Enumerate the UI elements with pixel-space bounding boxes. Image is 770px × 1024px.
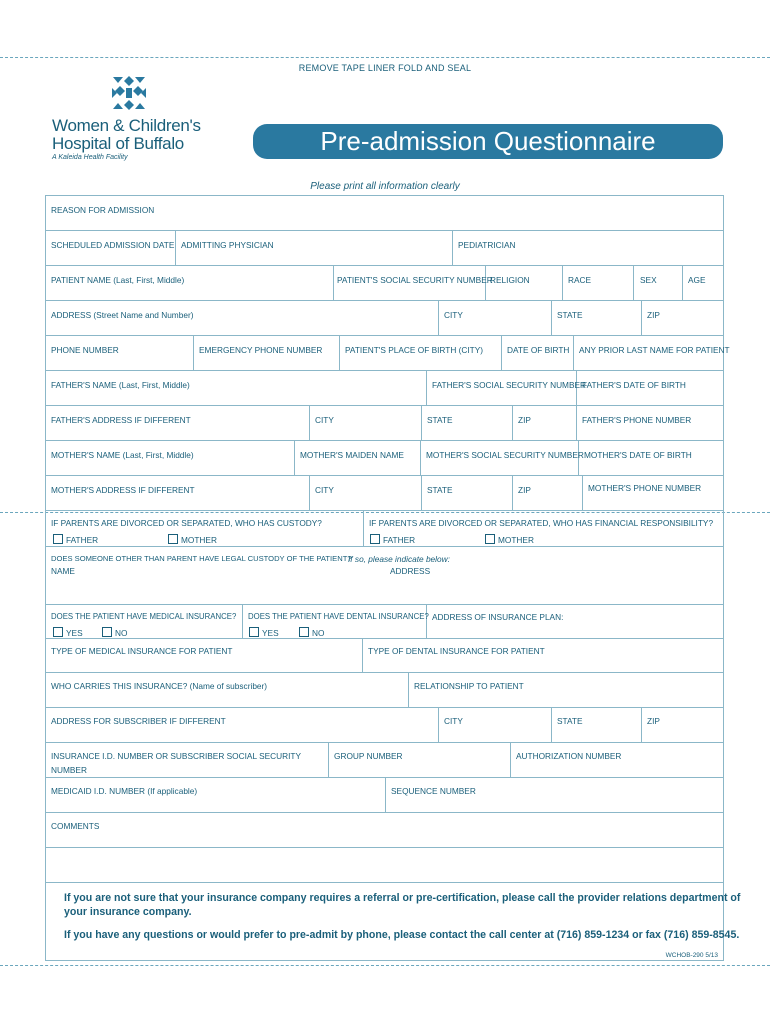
col-divider bbox=[339, 335, 340, 370]
field-father-phone[interactable]: FATHER'S PHONE NUMBER bbox=[582, 415, 692, 425]
col-divider bbox=[512, 405, 513, 440]
field-phone-number[interactable]: PHONE NUMBER bbox=[51, 345, 119, 355]
col-divider bbox=[193, 335, 194, 370]
field-mother-dob[interactable]: MOTHER'S DATE OF BIRTH bbox=[584, 450, 692, 460]
hospital-tagline: A Kaleida Health Facility bbox=[52, 154, 128, 161]
col-divider bbox=[426, 604, 427, 638]
field-medical-insurance-type[interactable]: TYPE OF MEDICAL INSURANCE FOR PATIENT bbox=[51, 646, 233, 656]
col-divider bbox=[510, 742, 511, 777]
row-divider bbox=[45, 475, 724, 476]
financial-mother-label: MOTHER bbox=[498, 535, 534, 545]
custody-father-label: FATHER bbox=[66, 535, 99, 545]
row-divider bbox=[45, 440, 724, 441]
hospital-logo-icon bbox=[111, 75, 147, 111]
col-divider bbox=[328, 742, 329, 777]
field-relationship-to-patient[interactable]: RELATIONSHIP TO PATIENT bbox=[414, 681, 524, 691]
field-emergency-phone[interactable]: EMERGENCY PHONE NUMBER bbox=[199, 345, 323, 355]
print-instruction: Please print all information clearly bbox=[310, 181, 460, 192]
field-father-ssn[interactable]: FATHER'S SOCIAL SECURITY NUMBER bbox=[432, 380, 587, 390]
col-divider bbox=[551, 707, 552, 742]
field-mother-maiden-name[interactable]: MOTHER'S MAIDEN NAME bbox=[300, 450, 404, 460]
legal-custody-hint: If so, please indicate below: bbox=[348, 554, 450, 564]
fold-line-bottom bbox=[0, 965, 770, 966]
field-medicaid-id[interactable]: MEDICAID I.D. NUMBER (If applicable) bbox=[51, 786, 198, 796]
row-divider bbox=[45, 604, 724, 605]
hospital-name-line2: Hospital of Buffalo bbox=[52, 134, 184, 153]
page-title: Pre-admission Questionnaire bbox=[320, 126, 656, 156]
field-patient-ssn[interactable]: PATIENT'S SOCIAL SECURITY NUMBER bbox=[337, 275, 493, 285]
phone-note: If you have any questions or would prefer to pre-admit by phone, please contact the call center at (716) 859-1234 or fax (716) 859-8545. bbox=[64, 929, 740, 941]
col-divider bbox=[573, 335, 574, 370]
col-divider bbox=[452, 230, 453, 265]
field-insurance-plan-address[interactable]: ADDRESS OF INSURANCE PLAN: bbox=[432, 612, 564, 622]
col-divider bbox=[582, 475, 583, 510]
field-father-address[interactable]: FATHER'S ADDRESS IF DIFFERENT bbox=[51, 415, 191, 425]
medical-insurance-question: DOES THE PATIENT HAVE MEDICAL INSURANCE? bbox=[51, 612, 237, 621]
col-divider bbox=[641, 300, 642, 335]
field-address[interactable]: ADDRESS (Street Name and Number) bbox=[51, 310, 194, 320]
field-pediatrician[interactable]: PEDIATRICIAN bbox=[458, 240, 516, 250]
dental-insurance-no-checkbox[interactable] bbox=[299, 627, 309, 637]
field-sex[interactable]: SEX bbox=[640, 275, 657, 285]
field-custodian-name[interactable]: NAME bbox=[51, 566, 75, 576]
col-divider bbox=[385, 777, 386, 812]
field-insurance-id-line2: NUMBER bbox=[51, 765, 87, 775]
row-divider bbox=[45, 742, 724, 743]
field-comments[interactable]: COMMENTS bbox=[51, 821, 100, 831]
col-divider bbox=[421, 405, 422, 440]
field-authorization-number[interactable]: AUTHORIZATION NUMBER bbox=[516, 751, 622, 761]
col-divider bbox=[501, 335, 502, 370]
field-mother-phone[interactable]: MOTHER'S PHONE NUMBER bbox=[588, 483, 702, 493]
financial-father-label: FATHER bbox=[383, 535, 416, 545]
field-group-number[interactable]: GROUP NUMBER bbox=[334, 751, 403, 761]
hospital-name bbox=[52, 117, 201, 153]
field-father-city[interactable]: CITY bbox=[315, 415, 334, 425]
financial-mother-checkbox[interactable] bbox=[485, 534, 495, 544]
medical-insurance-yes-label: YES bbox=[66, 628, 83, 638]
field-subscriber-address[interactable]: ADDRESS FOR SUBSCRIBER IF DIFFERENT bbox=[51, 716, 226, 726]
field-zip[interactable]: ZIP bbox=[647, 310, 660, 320]
col-divider bbox=[438, 300, 439, 335]
field-mother-ssn[interactable]: MOTHER'S SOCIAL SECURITY NUMBER bbox=[426, 450, 584, 460]
field-father-state[interactable]: STATE bbox=[427, 415, 453, 425]
col-divider bbox=[309, 475, 310, 510]
row-divider bbox=[45, 672, 724, 673]
field-sequence-number[interactable]: SEQUENCE NUMBER bbox=[391, 786, 476, 796]
field-insurance-id-line1[interactable]: INSURANCE I.D. NUMBER OR SUBSCRIBER SOCIAL SECURITY bbox=[51, 751, 302, 761]
field-mother-zip[interactable]: ZIP bbox=[518, 485, 531, 495]
row-divider bbox=[45, 812, 724, 813]
dental-insurance-yes-label: YES bbox=[262, 628, 279, 638]
field-state[interactable]: STATE bbox=[557, 310, 583, 320]
medical-insurance-no-checkbox[interactable] bbox=[102, 627, 112, 637]
col-divider bbox=[175, 230, 176, 265]
col-divider bbox=[562, 265, 563, 300]
field-patient-name[interactable]: PATIENT NAME (Last, First, Middle) bbox=[51, 275, 185, 285]
dental-insurance-no-label: NO bbox=[312, 628, 325, 638]
field-mother-name[interactable]: MOTHER'S NAME (Last, First, Middle) bbox=[51, 450, 194, 460]
fold-line-top bbox=[0, 57, 770, 58]
legal-custody-question: DOES SOMEONE OTHER THAN PARENT HAVE LEGAL CUSTODY OF THE PATIENT? bbox=[51, 554, 352, 563]
row-divider bbox=[45, 510, 724, 511]
row-divider bbox=[45, 335, 724, 336]
dental-insurance-yes-checkbox[interactable] bbox=[249, 627, 259, 637]
field-dental-insurance-type[interactable]: TYPE OF DENTAL INSURANCE FOR PATIENT bbox=[368, 646, 545, 656]
col-divider bbox=[408, 672, 409, 707]
field-mother-address[interactable]: MOTHER'S ADDRESS IF DIFFERENT bbox=[51, 485, 195, 495]
field-subscriber-state[interactable]: STATE bbox=[557, 716, 583, 726]
field-prior-last-name[interactable]: ANY PRIOR LAST NAME FOR PATIENT bbox=[579, 345, 730, 355]
row-divider bbox=[45, 230, 724, 231]
financial-question: IF PARENTS ARE DIVORCED OR SEPARATED, WHO HAS FINANCIAL RESPONSIBILITY? bbox=[369, 518, 714, 528]
row-divider bbox=[45, 882, 724, 883]
col-divider bbox=[438, 707, 439, 742]
field-admitting-physician[interactable]: ADMITTING PHYSICIAN bbox=[181, 240, 274, 250]
medical-insurance-yes-checkbox[interactable] bbox=[53, 627, 63, 637]
financial-father-checkbox[interactable] bbox=[370, 534, 380, 544]
referral-note-line1: If you are not sure that your insurance company requires a referral or pre-certification, please call the provider relations department of bbox=[64, 892, 741, 904]
row-divider bbox=[45, 300, 724, 301]
col-divider bbox=[363, 510, 364, 546]
field-father-name[interactable]: FATHER'S NAME (Last, First, Middle) bbox=[51, 380, 190, 390]
referral-note-line2: your insurance company. bbox=[64, 906, 192, 918]
col-divider bbox=[242, 604, 243, 638]
hospital-name-line1: Women & Children's bbox=[52, 116, 201, 135]
col-divider bbox=[309, 405, 310, 440]
col-divider bbox=[333, 265, 334, 300]
medical-insurance-no-label: NO bbox=[115, 628, 128, 638]
col-divider bbox=[551, 300, 552, 335]
col-divider bbox=[421, 475, 422, 510]
col-divider bbox=[294, 440, 295, 475]
field-mother-city[interactable]: CITY bbox=[315, 485, 334, 495]
form-code: WCHOB-290 5/13 bbox=[665, 952, 718, 959]
field-birth-place[interactable]: PATIENT'S PLACE OF BIRTH (CITY) bbox=[345, 345, 484, 355]
col-divider bbox=[362, 638, 363, 672]
field-insurance-carrier[interactable]: WHO CARRIES THIS INSURANCE? (Name of subscriber) bbox=[51, 681, 268, 691]
field-city[interactable]: CITY bbox=[444, 310, 463, 320]
row-divider bbox=[45, 405, 724, 406]
field-race[interactable]: RACE bbox=[568, 275, 592, 285]
custody-father-checkbox[interactable] bbox=[53, 534, 63, 544]
field-subscriber-city[interactable]: CITY bbox=[444, 716, 463, 726]
custody-mother-label: MOTHER bbox=[181, 535, 217, 545]
row-divider bbox=[45, 546, 724, 547]
col-divider bbox=[426, 370, 427, 405]
row-divider bbox=[45, 265, 724, 266]
field-date-of-birth[interactable]: DATE OF BIRTH bbox=[507, 345, 570, 355]
field-religion[interactable]: RELIGION bbox=[490, 275, 530, 285]
row-divider bbox=[45, 370, 724, 371]
row-divider bbox=[45, 638, 724, 639]
col-divider bbox=[576, 405, 577, 440]
col-divider bbox=[633, 265, 634, 300]
col-divider bbox=[641, 707, 642, 742]
col-divider bbox=[682, 265, 683, 300]
field-age[interactable]: AGE bbox=[688, 275, 706, 285]
field-father-dob[interactable]: FATHER'S DATE OF BIRTH bbox=[582, 380, 686, 390]
custody-mother-checkbox[interactable] bbox=[168, 534, 178, 544]
field-mother-state[interactable]: STATE bbox=[427, 485, 453, 495]
field-subscriber-zip[interactable]: ZIP bbox=[647, 716, 660, 726]
dental-insurance-question: DOES THE PATIENT HAVE DENTAL INSURANCE? bbox=[248, 612, 429, 621]
field-custodian-address[interactable]: ADDRESS bbox=[390, 566, 431, 576]
custody-question: IF PARENTS ARE DIVORCED OR SEPARATED, WHO HAS CUSTODY? bbox=[51, 518, 322, 528]
row-divider bbox=[45, 707, 724, 708]
field-father-zip[interactable]: ZIP bbox=[518, 415, 531, 425]
col-divider bbox=[512, 475, 513, 510]
row-divider bbox=[45, 847, 724, 848]
col-divider bbox=[420, 440, 421, 475]
tape-liner-instruction: REMOVE TAPE LINER FOLD AND SEAL bbox=[298, 63, 472, 73]
field-scheduled-admission-date[interactable]: SCHEDULED ADMISSION DATE bbox=[51, 240, 175, 250]
field-reason-for-admission[interactable]: REASON FOR ADMISSION bbox=[51, 205, 155, 215]
